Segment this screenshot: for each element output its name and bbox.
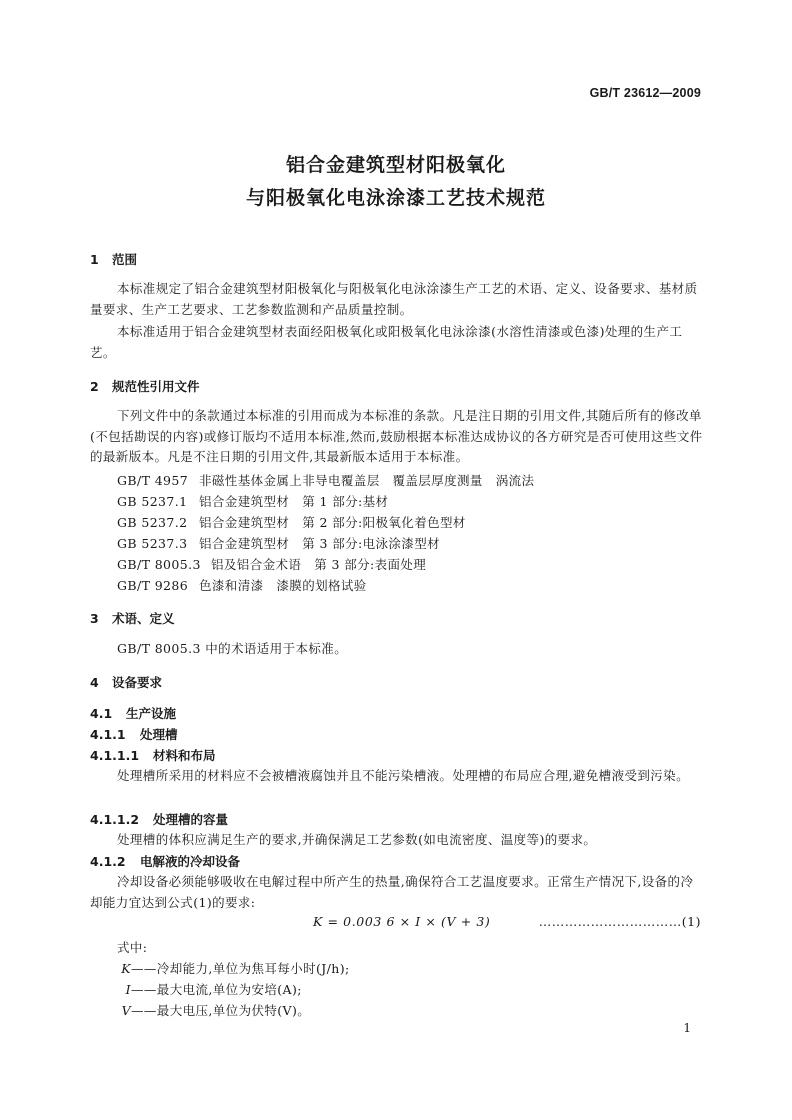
reference-item: [117, 576, 367, 594]
reference-code: GB/T 9286: [117, 578, 189, 593]
section-3-heading: [90, 609, 175, 627]
section-title: 规范性引用文件: [112, 379, 200, 394]
section-title: 生产设施: [126, 706, 177, 721]
reference-item: [117, 513, 466, 531]
section-1-paragraph-2: 本标准适用于铝合金建筑型材表面经阳极氧化或阳极氧化电泳涂漆(水溶性清漆或色漆)处理的生产工艺。: [90, 324, 683, 360]
subsection-4-1-2-heading: [90, 852, 240, 870]
formula-number: ……………………………(1): [538, 914, 701, 929]
section-number: 2: [90, 379, 99, 394]
page-number: 1: [683, 1021, 691, 1035]
section-number: 4: [90, 675, 99, 690]
section-2-paragraph-1: 下列文件中的条款通过本标准的引用而成为本标准的条款。凡是注日期的引用文件,其随后所有的修改单(不包括勘误的内容)或修订版均不适用本标准,然而,鼓励根据本标准达成协议的各方研究是否可使用这些文件的最新版本。凡是不注日期的引用文件,其最新版本适用于本标准。: [90, 408, 703, 464]
section-number: 4.1: [90, 706, 113, 721]
reference-code: GB 5237.2: [117, 515, 188, 530]
variable-symbol: K: [121, 961, 131, 976]
variable-definition: [117, 959, 350, 977]
variable-definition: [117, 1001, 310, 1019]
document-title-line1: 铝合金建筑型材阳极氧化: [285, 154, 506, 176]
section-title: 范围: [112, 252, 138, 267]
variable-description: ——最大电流,单位为安培(A);: [131, 982, 302, 997]
standard-code: GB/T 23612—2009: [589, 86, 701, 100]
reference-item: [117, 534, 440, 552]
reference-title: 铝合金建筑型材 第 2 部分:阳极氧化着色型材: [199, 515, 466, 530]
subsection-4-1-heading: [90, 704, 176, 722]
reference-code: GB/T 4957: [117, 473, 189, 488]
variable-description: ——冷却能力,单位为焦耳每小时(J/h);: [131, 961, 350, 976]
section-number: 4.1.1: [90, 727, 126, 742]
reference-title: 色漆和清漆 漆膜的划格试验: [199, 578, 367, 593]
section-number: 1: [90, 252, 99, 267]
subsection-4-1-1-1-heading: [90, 746, 216, 764]
reference-code: GB 5237.1: [117, 494, 188, 509]
reference-code: GB/T 8005.3: [117, 557, 201, 572]
section-2-heading: [90, 377, 200, 395]
reference-code: GB 5237.3: [117, 536, 188, 551]
subsection-4-1-1-1-paragraph: 处理槽所采用的材料应不会被槽液腐蚀并且不能污染槽液。处理槽的布局应合理,避免槽液受到污染。: [117, 768, 689, 783]
reference-item: [117, 471, 534, 489]
section-number: 4.1.2: [90, 854, 126, 869]
section-title: 术语、定义: [112, 611, 175, 626]
where-label: 式中:: [117, 940, 148, 955]
subsection-4-1-1-2-paragraph: 处理槽的体积应满足生产的要求,并确保满足工艺参数(如电流密度、温度等)的要求。: [117, 832, 597, 847]
reference-title: 铝合金建筑型材 第 1 部分:基材: [199, 494, 389, 509]
variable-description: ——最大电压,单位为伏特(V)。: [131, 1003, 311, 1018]
variable-symbol: V: [121, 1003, 131, 1018]
section-number: 4.1.1.2: [90, 812, 140, 827]
section-title: 材料和布局: [153, 748, 216, 763]
reference-item: [117, 492, 388, 510]
variable-symbol: I: [125, 982, 131, 997]
section-3-paragraph-1: GB/T 8005.3 中的术语适用于本标准。: [117, 641, 348, 656]
reference-title: 非磁性基体金属上非导电覆盖层 覆盖层厚度测量 涡流法: [199, 473, 535, 488]
section-number: 3: [90, 611, 99, 626]
section-4-heading: [90, 673, 162, 691]
reference-item: [117, 555, 426, 573]
section-title: 电解液的冷却设备: [140, 854, 241, 869]
reference-title: 铝及铝合金术语 第 3 部分:表面处理: [211, 557, 427, 572]
section-title: 处理槽: [140, 727, 178, 742]
reference-title: 铝合金建筑型材 第 3 部分:电泳涂漆型材: [199, 536, 441, 551]
section-1-heading: [90, 250, 137, 268]
section-title: 处理槽的容量: [153, 812, 229, 827]
document-title-line2: 与阳极氧化电泳涂漆工艺技术规范: [245, 187, 546, 209]
variable-definition: [117, 980, 302, 998]
formula: K = 0.003 6 × I × (V + 3): [313, 914, 491, 929]
section-1-paragraph-1: 本标准规定了铝合金建筑型材阳极氧化与阳极氧化电泳涂漆生产工艺的术语、定义、设备要求、基材质量要求、生产工艺要求、工艺参数监测和产品质量控制。: [90, 281, 698, 317]
subsection-4-1-1-2-heading: [90, 810, 228, 828]
subsection-4-1-1-heading: [90, 725, 178, 743]
section-title: 设备要求: [112, 675, 163, 690]
section-number: 4.1.1.1: [90, 748, 140, 763]
subsection-4-1-2-paragraph: 冷却设备必须能够吸收在电解过程中所产生的热量,确保符合工艺温度要求。正常生产情况下,设备的冷却能力宜达到公式(1)的要求:: [90, 874, 694, 910]
